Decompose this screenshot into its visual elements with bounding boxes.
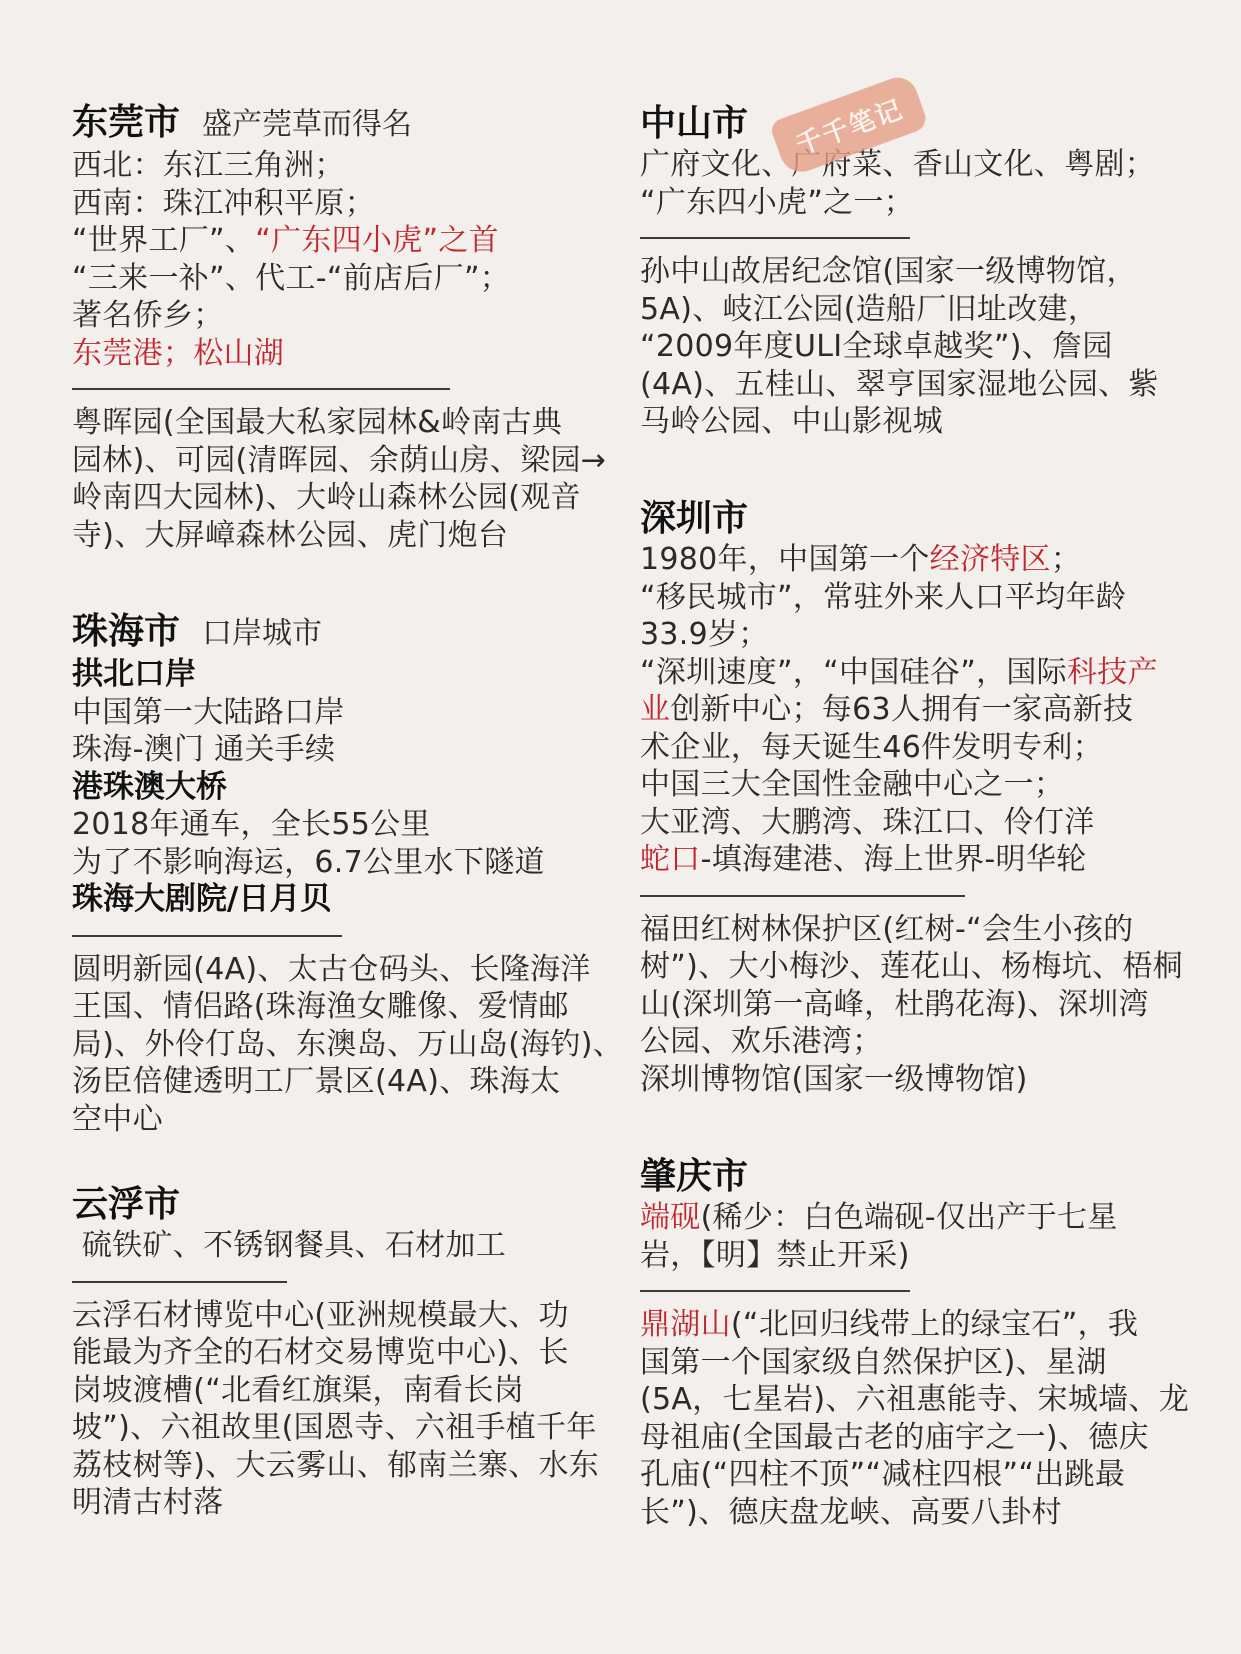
text-line: “世界工厂”、“广东四小虎”之首 — [72, 223, 499, 258]
shenzhen-section — [640, 497, 1200, 1098]
text-line: 蛇口-填海建港、海上世界-明华轮 — [640, 842, 1087, 877]
text-line: 西南：珠江冲积平原； — [72, 185, 375, 221]
zhongshan-section — [640, 102, 1200, 441]
text-line: 粤晖园(全国最大私家园林&岭南古典 — [72, 405, 563, 440]
text-line: “移民城市”，常驻外来人口平均年龄 — [640, 579, 1127, 615]
text-line: 岗坡渡槽(“北看红旗渠，南看长岗 — [72, 1372, 525, 1408]
text-line: 珠海-澳门 通关手续 — [72, 732, 336, 767]
text-line: 术企业，每天诞生46件发明专利； — [640, 729, 1103, 765]
zhongshan-title: 中山市 — [640, 103, 749, 144]
divider — [72, 935, 342, 937]
text-line: 岭南四大园林)、大岭山森林公园(观音 — [72, 480, 581, 515]
yunfu-title: 云浮市 — [72, 1184, 181, 1225]
text-line: (5A，七星岩)、六祖惠能寺、宋城墙、龙 — [640, 1382, 1190, 1417]
shenzhen-title: 深圳市 — [640, 498, 749, 539]
text-line: 王国、情侣路(珠海渔女雕像、爱情邮 — [72, 989, 569, 1024]
text-line: 大亚湾、大鹏湾、珠江口、伶仃洋 — [640, 804, 1095, 840]
divider — [640, 895, 965, 897]
dongguan-title: 东莞市 盛产莞草而得名 — [72, 102, 413, 143]
text-line: “广东四小虎”之一； — [640, 184, 915, 220]
highlight-text: 经济特区 — [929, 542, 1051, 577]
text-line: 中国三大全国性金融中心之一； — [640, 767, 1065, 802]
text-line: 长”)、德庆盘龙峡、高要八卦村 — [640, 1494, 1062, 1530]
section-heading: 港珠澳大桥 — [72, 768, 227, 805]
text-line: “三来一补”、代工-“前店后厂”； — [72, 260, 511, 296]
divider — [640, 237, 910, 239]
text-line: 圆明新园(4A)、太古仓码头、长隆海洋 — [72, 951, 591, 987]
divider — [72, 388, 450, 390]
divider — [72, 1281, 287, 1283]
highlight-text: 业 — [640, 692, 671, 727]
text-line: 山(深圳第一高峰，杜鹃花海)、深圳湾 — [640, 986, 1149, 1022]
text-line: “2009年度ULI全球卓越奖”)、詹园 — [640, 329, 1113, 364]
text-line: 国第一个国家级自然保护区)、星湖 — [640, 1344, 1107, 1380]
text-line: 孙中山故居纪念馆(国家一级博物馆， — [640, 254, 1137, 289]
text-line: 马岭公园、中山影视城 — [640, 404, 943, 439]
highlight-text: “广东四小虎”之首 — [255, 223, 499, 258]
text-line: 树”)、大小梅沙、莲花山、杨梅坑、梧桐 — [640, 949, 1183, 984]
dongguan-subtitle: 盛产莞草而得名 — [202, 107, 413, 142]
text-line: 明清古村落 — [72, 1485, 224, 1520]
text-line: 2018年通车，全长55公里 — [72, 807, 431, 842]
text-line: 荔枝树等)、大云雾山、郁南兰寨、水东 — [72, 1447, 600, 1483]
text-line: 局)、外伶仃岛、东澳岛、万山岛(海钓)、 — [72, 1026, 624, 1062]
highlight-text: 东莞港；松山湖 — [72, 335, 285, 371]
zhuhai-title: 珠海市 口岸城市 — [72, 611, 323, 652]
watermark-stamp: 千千笔记 — [769, 72, 930, 178]
text-line: “深圳速度”，“中国硅谷”，国际科技产 — [640, 654, 1158, 690]
zhuhai-section — [72, 610, 624, 1138]
text-line: 1980年，中国第一个经济特区； — [640, 542, 1082, 577]
text-line: 空中心 — [72, 1101, 163, 1137]
text-line: 业创新中心；每63人拥有一家高新技 — [640, 692, 1134, 727]
text-line: 端砚(稀少：白色端砚-仅出产于七星 — [640, 1200, 1118, 1235]
text-line: 5A)、岐江公园(造船厂旧址改建， — [640, 291, 1099, 327]
text-line: 寺)、大屏嶂森林公园、虎门炮台 — [72, 517, 509, 553]
text-line: 园林)、可园(清晖园、余荫山房、梁园→ — [72, 442, 607, 478]
text-line: 硫铁矿、不锈钢餐具、石材加工 — [72, 1228, 507, 1263]
text-line: 深圳博物馆(国家一级博物馆) — [640, 1061, 1028, 1097]
text-line: 母祖庙(全国最古老的庙宇之一)、德庆 — [640, 1419, 1149, 1455]
text-line: 福田红树林保护区(红树-“会生小孩的 — [640, 911, 1134, 947]
text-line: (4A)、五桂山、翠亨国家湿地公园、紫 — [640, 366, 1159, 402]
text-line: 为了不影响海运，6.7公里水下隧道 — [72, 844, 545, 880]
text-line: 公园、欢乐港湾； — [640, 1024, 883, 1059]
zhuhai-subtitle: 口岸城市 — [202, 616, 323, 651]
text-line: 能最为齐全的石材交易博览中心)、长 — [72, 1335, 569, 1370]
zhaoqing-section — [640, 1155, 1200, 1531]
text-line: 鼎湖山(“北回归线带上的绿宝石”，我 — [640, 1307, 1139, 1342]
text-line: 著名侨乡； — [72, 298, 224, 333]
text-line: 广府文化、广府菜、香山文化、粤剧； — [640, 147, 1156, 182]
divider — [640, 1290, 910, 1292]
highlight-text: 鼎湖山 — [640, 1307, 731, 1342]
text-line: 中国第一大陆路口岸 — [72, 694, 345, 730]
highlight-text: 科技产 — [1066, 654, 1158, 690]
section-heading: 拱北口岸 — [72, 656, 196, 692]
text-line: 汤臣倍健透明工厂景区(4A)、珠海太 — [72, 1064, 561, 1099]
text-line: 西北：东江三角洲； — [72, 148, 345, 183]
section-heading: 珠海大剧院/日月贝 — [72, 881, 332, 917]
text-line: 坡”)、六祖故里(国恩寺、六祖手植千年 — [72, 1410, 597, 1445]
yunfu-section — [72, 1183, 612, 1522]
text-line: 孔庙(“四柱不顶”“减柱四根”“出跳最 — [640, 1457, 1126, 1492]
zhaoqing-title: 肇庆市 — [640, 1156, 749, 1197]
dongguan-section — [72, 101, 612, 554]
text-line: 33.9岁； — [640, 617, 769, 652]
text-line: 岩，【明】禁止开采) — [640, 1237, 910, 1273]
text-line: 云浮石材博览中心(亚洲规模最大、功 — [72, 1297, 569, 1333]
highlight-text: 端砚 — [640, 1200, 701, 1235]
highlight-text: 蛇口 — [640, 842, 701, 877]
